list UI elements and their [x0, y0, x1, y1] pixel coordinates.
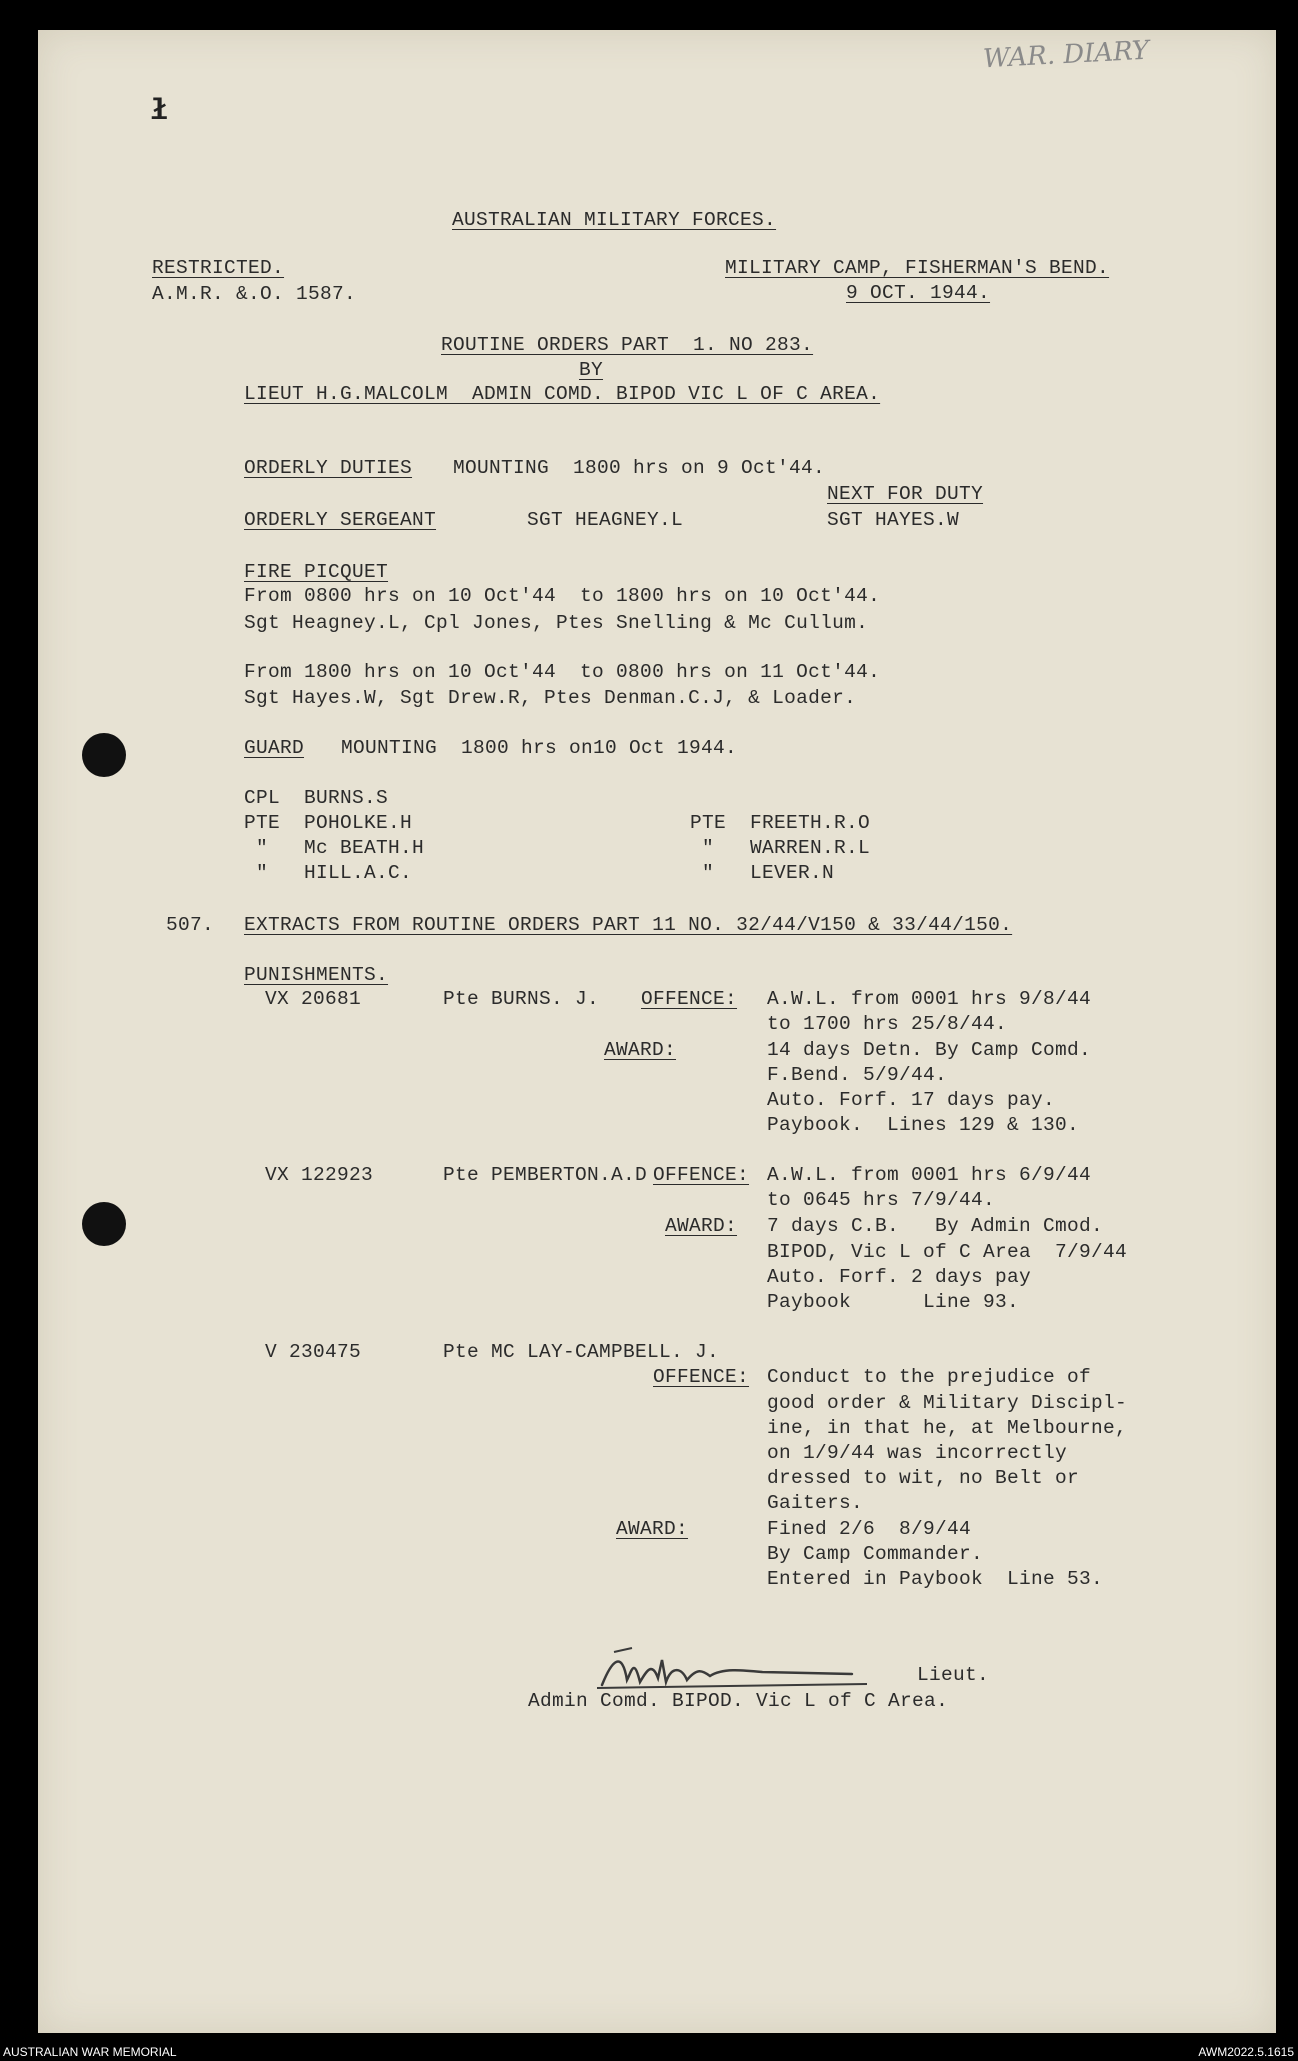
- offence-text: A.W.L. from 0001 hrs 6/9/44: [767, 1164, 1092, 1186]
- corner-mark: ł: [150, 95, 169, 129]
- fire-picquet-members-1: Sgt Heagney.L, Cpl Jones, Ptes Snelling & Mc Cullum.: [244, 612, 869, 634]
- guard-roster-row: " Mc BEATH.H: [244, 837, 425, 859]
- signatory-rank: Lieut.: [917, 1664, 990, 1686]
- guard-roster-row: PTE POHOLKE.H: [244, 812, 413, 834]
- extracts-title: EXTRACTS FROM ROUTINE ORDERS PART 11 NO. 32/44/V150 & 33/44/150.: [244, 914, 1013, 936]
- award-text: By Camp Commander.: [767, 1543, 984, 1565]
- footer-reference: AWM2022.5.1615: [1198, 2045, 1294, 2059]
- offence-text: Gaiters.: [767, 1492, 864, 1514]
- award-text: Paybook. Lines 129 & 130.: [767, 1114, 1080, 1136]
- punch-hole-bottom: [82, 1202, 126, 1246]
- offence-text: A.W.L. from 0001 hrs 9/8/44: [767, 988, 1092, 1010]
- award-text: Auto. Forf. 17 days pay.: [767, 1089, 1056, 1111]
- award-label: AWARD:: [616, 1518, 689, 1540]
- offence-text: Conduct to the prejudice of: [767, 1366, 1092, 1388]
- orders-title: ROUTINE ORDERS PART 1. NO 283.: [441, 334, 814, 356]
- soldier-name: Pte MC LAY-CAMPBELL. J.: [443, 1341, 720, 1363]
- guard-roster-row: " WARREN.R.L: [690, 837, 871, 859]
- offence-text: dressed to wit, no Belt or: [767, 1467, 1080, 1489]
- award-text: Auto. Forf. 2 days pay: [767, 1266, 1032, 1288]
- next-sergeant-name: SGT HAYES.W: [827, 509, 960, 531]
- next-for-duty-label: NEXT FOR DUTY: [827, 483, 984, 505]
- document-page: [38, 30, 1276, 2033]
- footer-archive-name: AUSTRALIAN WAR MEMORIAL: [3, 2045, 177, 2059]
- orderly-mounting: MOUNTING 1800 hrs on 9 Oct'44.: [453, 457, 826, 479]
- offence-label: OFFENCE:: [653, 1366, 750, 1388]
- reference-number: A.M.R. &.O. 1587.: [152, 283, 357, 305]
- offence-text: to 1700 hrs 25/8/44.: [767, 1013, 1008, 1035]
- service-number: V 230475: [265, 1341, 362, 1363]
- offence-text: ine, in that he, at Melbourne,: [767, 1417, 1128, 1439]
- orderly-sergeant-label: ORDERLY SERGEANT: [244, 509, 437, 531]
- service-number: VX 20681: [265, 988, 362, 1010]
- offence-text: good order & Military Discipl-: [767, 1392, 1128, 1414]
- offence-label: OFFENCE:: [653, 1164, 750, 1186]
- signatory-title: Admin Comd. BIPOD. Vic L of C Area.: [528, 1690, 949, 1712]
- offence-text: to 0645 hrs 7/9/44.: [767, 1189, 996, 1211]
- service-number: VX 122923: [265, 1164, 374, 1186]
- fire-picquet-members-2: Sgt Hayes.W, Sgt Drew.R, Ptes Denman.C.J, & Loader.: [244, 687, 857, 709]
- fire-picquet-shift-2: From 1800 hrs on 10 Oct'44 to 0800 hrs on 11 Oct'44.: [244, 661, 881, 683]
- orders-by: BY: [579, 359, 604, 381]
- paragraph-number: 507.: [166, 914, 215, 936]
- guard-roster-row: CPL BURNS.S: [244, 787, 389, 809]
- restriction-label: RESTRICTED.: [152, 257, 285, 279]
- award-text: Paybook Line 93.: [767, 1291, 1020, 1313]
- award-text: Entered in Paybook Line 53.: [767, 1568, 1104, 1590]
- offence-label: OFFENCE:: [641, 988, 738, 1010]
- guard-mounting: MOUNTING 1800 hrs on10 Oct 1944.: [341, 737, 738, 759]
- orderly-duties-label: ORDERLY DUTIES: [244, 457, 413, 479]
- fire-picquet-shift-1: From 0800 hrs on 10 Oct'44 to 1800 hrs on 10 Oct'44.: [244, 585, 881, 607]
- guard-roster-row: " LEVER.N: [690, 862, 835, 884]
- camp-location: MILITARY CAMP, FISHERMAN'S BEND.: [725, 257, 1110, 279]
- award-text: 7 days C.B. By Admin Cmod.: [767, 1215, 1104, 1237]
- guard-roster-row: " HILL.A.C.: [244, 862, 413, 884]
- punch-hole-top: [82, 733, 126, 777]
- handwritten-annotation: WAR. DIARY: [982, 35, 1150, 75]
- orderly-sergeant-name: SGT HEAGNEY.L: [527, 509, 684, 531]
- document-date: 9 OCT. 1944.: [846, 282, 991, 304]
- fire-picquet-label: FIRE PICQUET: [244, 561, 389, 583]
- award-text: Fined 2/6 8/9/44: [767, 1518, 972, 1540]
- award-label: AWARD:: [665, 1215, 738, 1237]
- guard-roster-row: PTE FREETH.R.O: [690, 812, 871, 834]
- award-text: 14 days Detn. By Camp Comd.: [767, 1039, 1092, 1061]
- award-text: F.Bend. 5/9/44.: [767, 1064, 948, 1086]
- offence-text: on 1/9/44 was incorrectly: [767, 1442, 1068, 1464]
- soldier-name: Pte BURNS. J.: [443, 988, 600, 1010]
- award-text: BIPOD, Vic L of C Area 7/9/44: [767, 1241, 1128, 1263]
- guard-label: GUARD: [244, 737, 305, 759]
- award-label: AWARD:: [604, 1039, 677, 1061]
- document-heading: AUSTRALIAN MILITARY FORCES.: [452, 209, 777, 231]
- issuing-officer: LIEUT H.G.MALCOLM ADMIN COMD. BIPOD VIC L OF C AREA.: [244, 383, 881, 405]
- punishments-label: PUNISHMENTS.: [244, 964, 389, 986]
- soldier-name: Pte PEMBERTON.A.D: [443, 1164, 648, 1186]
